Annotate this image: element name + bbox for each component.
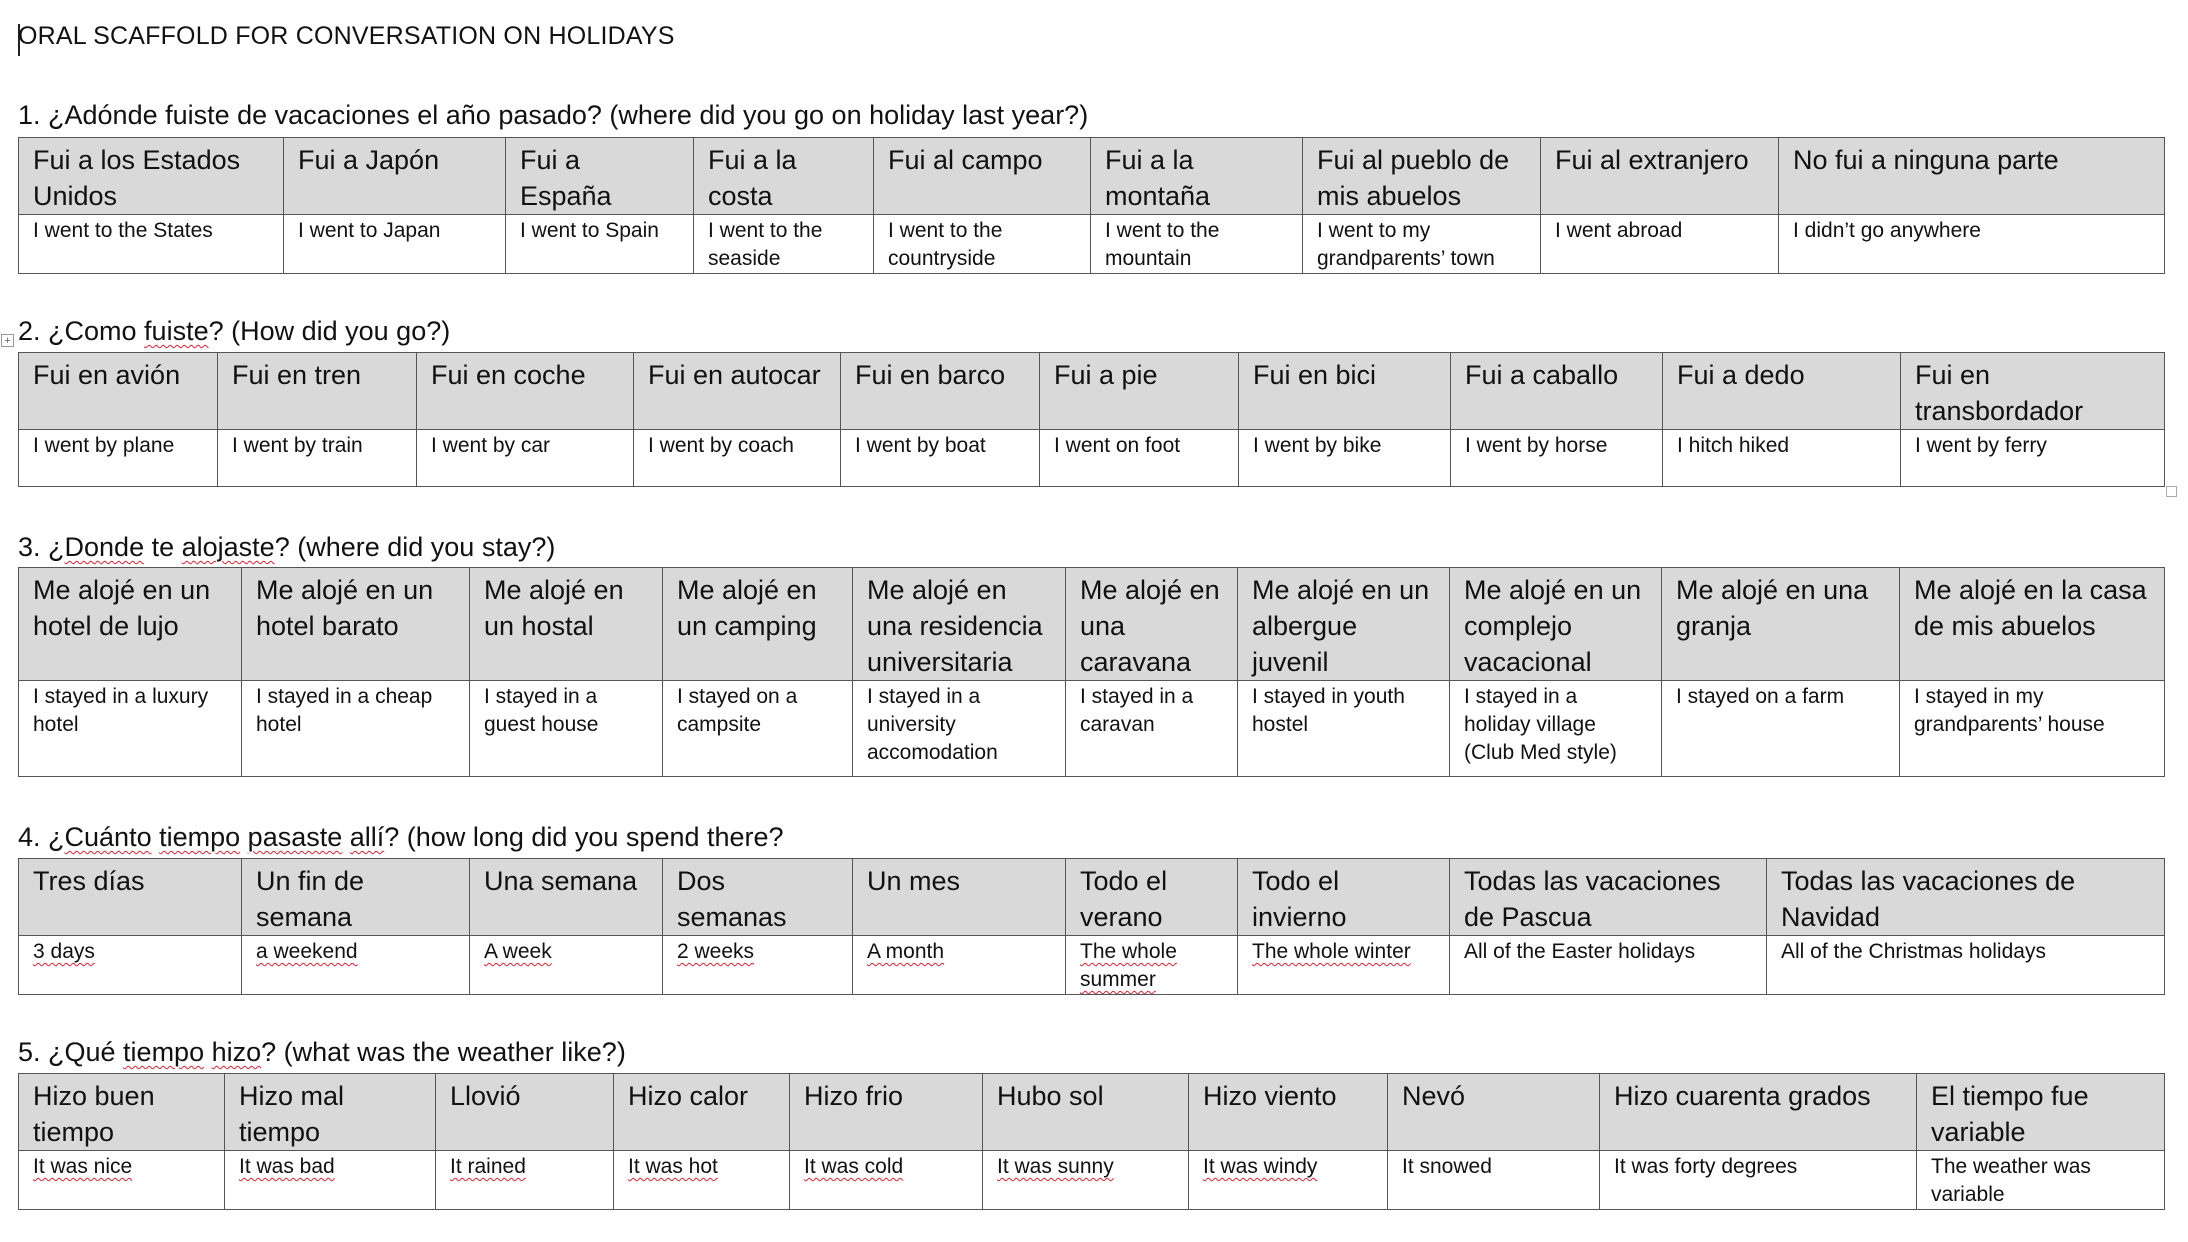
spanish-cell[interactable]: Hizo mal tiempo: [225, 1074, 436, 1151]
english-cell[interactable]: I stayed in a holiday village (Club Med style): [1450, 681, 1662, 777]
english-text: It was windy: [1203, 1155, 1318, 1178]
vocab-table-2: [18, 352, 2165, 487]
spanish-cell[interactable]: Fui al extranjero: [1541, 138, 1779, 215]
vocab-table-5: [18, 1073, 2165, 1210]
english-cell[interactable]: I hitch hiked: [1663, 430, 1901, 487]
spanish-cell[interactable]: Hubo sol: [983, 1074, 1189, 1151]
english-cell[interactable]: I went by boat: [841, 430, 1040, 487]
english-cell[interactable]: I went abroad: [1541, 215, 1779, 274]
english-row: [19, 215, 2165, 274]
spanish-cell[interactable]: Me alojé en la casa de mis abuelos: [1900, 568, 2165, 681]
english-cell[interactable]: I stayed in a university accomodation: [853, 681, 1066, 777]
english-row: [19, 1151, 2165, 1210]
spanish-cell[interactable]: Tres días: [19, 859, 242, 936]
spanish-cell[interactable]: Fui en transbordador: [1901, 353, 2165, 430]
spanish-cell[interactable]: Fui a pie: [1040, 353, 1239, 430]
question-5[interactable]: 5. ¿Qué tiempo hizo? (what was the weather like?): [18, 1037, 626, 1067]
english-cell[interactable]: All of the Christmas holidays: [1767, 936, 2165, 995]
english-text: The whole summer: [1080, 940, 1177, 991]
spanish-cell[interactable]: Hizo frio: [790, 1074, 983, 1151]
english-cell[interactable]: [242, 936, 470, 995]
english-cell[interactable]: [436, 1151, 614, 1210]
english-cell[interactable]: It snowed: [1388, 1151, 1600, 1210]
spanish-cell[interactable]: Fui a los Estados Unidos: [19, 138, 284, 215]
spanish-cell[interactable]: Fui en tren: [218, 353, 417, 430]
spanish-cell[interactable]: Me alojé en un hostal: [470, 568, 663, 681]
vocab-table-4: [18, 858, 2165, 995]
table-resize-handle[interactable]: [2166, 486, 2177, 497]
spanish-cell[interactable]: Me alojé en un hotel de lujo: [19, 568, 242, 681]
spanish-cell[interactable]: Fui en avión: [19, 353, 218, 430]
question-3[interactable]: 3. ¿Donde te alojaste? (where did you stay?): [18, 532, 556, 562]
english-cell[interactable]: I went to Japan: [284, 215, 506, 274]
spanish-cell[interactable]: No fui a ninguna parte: [1779, 138, 2165, 215]
spanish-cell[interactable]: Fui a España: [506, 138, 694, 215]
spanish-cell[interactable]: Un mes: [853, 859, 1066, 936]
question-4[interactable]: 4. ¿Cuánto tiempo pasaste allí? (how long did you spend there?: [18, 822, 784, 852]
english-cell[interactable]: [1189, 1151, 1388, 1210]
english-cell[interactable]: [790, 1151, 983, 1210]
english-cell[interactable]: I went by ferry: [1901, 430, 2165, 487]
english-text: It rained: [450, 1155, 526, 1178]
english-text: It was hot: [628, 1155, 718, 1178]
spanish-cell[interactable]: Todas las vacaciones de Pascua: [1450, 859, 1767, 936]
spanish-cell[interactable]: Todas las vacaciones de Navidad: [1767, 859, 2165, 936]
english-text: It was bad: [239, 1155, 335, 1178]
spanish-cell[interactable]: Nevó: [1388, 1074, 1600, 1151]
english-cell[interactable]: All of the Easter holidays: [1450, 936, 1767, 995]
english-row: [19, 430, 2165, 487]
english-cell[interactable]: I went to the seaside: [694, 215, 874, 274]
spanish-cell[interactable]: Llovió: [436, 1074, 614, 1151]
spanish-cell[interactable]: Me alojé en una granja: [1662, 568, 1900, 681]
english-text: A week: [484, 940, 552, 963]
english-cell[interactable]: I went on foot: [1040, 430, 1239, 487]
english-cell[interactable]: It was forty degrees: [1600, 1151, 1917, 1210]
spanish-cell[interactable]: Me alojé en un hotel barato: [242, 568, 470, 681]
english-cell[interactable]: I went by horse: [1451, 430, 1663, 487]
english-cell[interactable]: I went to the States: [19, 215, 284, 274]
english-cell[interactable]: [225, 1151, 436, 1210]
english-text: 2 weeks: [677, 940, 755, 963]
spanish-cell[interactable]: Fui a caballo: [1451, 353, 1663, 430]
spanish-cell[interactable]: Fui en autocar: [634, 353, 841, 430]
english-cell[interactable]: I stayed on a campsite: [663, 681, 853, 777]
spanish-cell[interactable]: Un fin de semana: [242, 859, 470, 936]
spanish-cell[interactable]: Dos semanas: [663, 859, 853, 936]
english-cell[interactable]: I didn’t go anywhere: [1779, 215, 2165, 274]
spanish-cell[interactable]: Una semana: [470, 859, 663, 936]
english-cell[interactable]: [470, 936, 663, 995]
spanish-cell[interactable]: Me alojé en una caravana: [1066, 568, 1238, 681]
spanish-cell[interactable]: Hizo buen tiempo: [19, 1074, 225, 1151]
question-1[interactable]: 1. ¿Adónde fuiste de vacaciones el año pasado? (where did you go on holiday last year?): [18, 100, 1089, 130]
english-cell[interactable]: The weather was variable: [1917, 1151, 2165, 1210]
spanish-cell[interactable]: Me alojé en un camping: [663, 568, 853, 681]
english-cell[interactable]: I went by car: [417, 430, 634, 487]
english-cell[interactable]: [1238, 936, 1450, 995]
spanish-cell[interactable]: Fui en barco: [841, 353, 1040, 430]
english-text: The whole winter: [1252, 940, 1411, 963]
english-text: It was nice: [33, 1155, 133, 1178]
english-cell[interactable]: [663, 936, 853, 995]
english-cell[interactable]: I stayed in youth hostel: [1238, 681, 1450, 777]
english-text: a weekend: [256, 940, 358, 963]
spanish-row: [19, 1074, 2165, 1151]
spanish-cell[interactable]: Fui en coche: [417, 353, 634, 430]
spanish-cell[interactable]: Fui al campo: [874, 138, 1091, 215]
spanish-cell[interactable]: Fui en bici: [1239, 353, 1451, 430]
english-cell[interactable]: [1066, 936, 1238, 995]
english-cell[interactable]: [853, 936, 1066, 995]
spanish-cell[interactable]: Me alojé en un complejo vacacional: [1450, 568, 1662, 681]
spanish-cell[interactable]: Hizo viento: [1189, 1074, 1388, 1151]
english-cell[interactable]: I went to the mountain: [1091, 215, 1303, 274]
english-cell[interactable]: I stayed in a cheap hotel: [242, 681, 470, 777]
spanish-cell[interactable]: Me alojé en una residencia universitaria: [853, 568, 1066, 681]
english-cell[interactable]: [614, 1151, 790, 1210]
english-row: [19, 681, 2165, 777]
spanish-cell[interactable]: El tiempo fue variable: [1917, 1074, 2165, 1151]
english-cell[interactable]: I went by bike: [1239, 430, 1451, 487]
spanish-row: [19, 138, 2165, 215]
english-text: It was sunny: [997, 1155, 1114, 1178]
spanish-cell[interactable]: Hizo cuarenta grados: [1600, 1074, 1917, 1151]
english-cell[interactable]: I stayed in a caravan: [1066, 681, 1238, 777]
spanish-cell[interactable]: Todo el verano: [1066, 859, 1238, 936]
spanish-cell[interactable]: Fui a la montaña: [1091, 138, 1303, 215]
english-cell[interactable]: [983, 1151, 1189, 1210]
english-text: 3 days: [33, 940, 95, 963]
spanish-cell[interactable]: Me alojé en un albergue juvenil: [1238, 568, 1450, 681]
english-cell[interactable]: [19, 1151, 225, 1210]
english-cell[interactable]: I stayed in a guest house: [470, 681, 663, 777]
english-cell[interactable]: I stayed on a farm: [1662, 681, 1900, 777]
spanish-cell[interactable]: Fui a Japón: [284, 138, 506, 215]
question-2[interactable]: 2. ¿Como fuiste? (How did you go?): [18, 316, 451, 346]
english-cell[interactable]: [19, 936, 242, 995]
spanish-row: [19, 353, 2165, 430]
spanish-cell[interactable]: Fui a dedo: [1663, 353, 1901, 430]
spanish-cell[interactable]: Todo el invierno: [1238, 859, 1450, 936]
english-cell[interactable]: I stayed in a luxury hotel: [19, 681, 242, 777]
document-title[interactable]: ORAL SCAFFOLD FOR CONVERSATION ON HOLIDAYS: [18, 22, 675, 50]
english-cell[interactable]: I went to Spain: [506, 215, 694, 274]
spanish-row: [19, 568, 2165, 681]
spanish-cell[interactable]: Hizo calor: [614, 1074, 790, 1151]
english-cell[interactable]: I went to my grandparents’ town: [1303, 215, 1541, 274]
english-cell[interactable]: I went by plane: [19, 430, 218, 487]
english-text: It was cold: [804, 1155, 904, 1178]
english-text: A month: [867, 940, 945, 963]
english-cell[interactable]: I stayed in my grandparents’ house: [1900, 681, 2165, 777]
vocab-table-1: [18, 137, 2165, 274]
vocab-table-3: [18, 567, 2165, 777]
english-cell[interactable]: I went to the countryside: [874, 215, 1091, 274]
spanish-row: [19, 859, 2165, 936]
english-cell[interactable]: I went by coach: [634, 430, 841, 487]
spanish-cell[interactable]: Fui al pueblo de mis abuelos: [1303, 138, 1541, 215]
english-cell[interactable]: I went by train: [218, 430, 417, 487]
english-row: [19, 936, 2165, 995]
spanish-cell[interactable]: Fui a la costa: [694, 138, 874, 215]
table-move-handle-icon[interactable]: +: [1, 334, 14, 347]
